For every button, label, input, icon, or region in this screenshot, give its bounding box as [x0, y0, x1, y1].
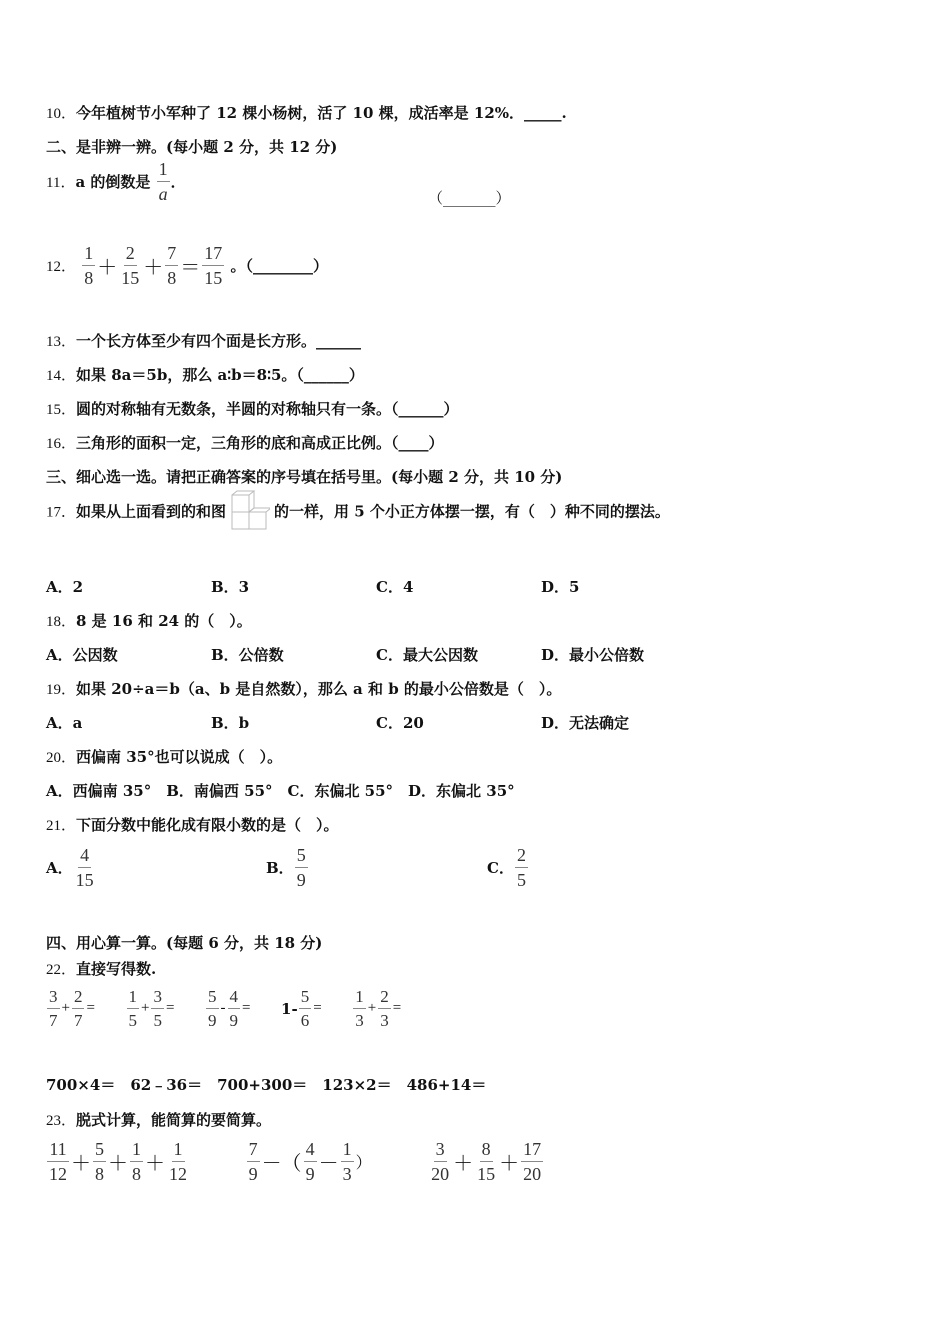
numerator: 1 [82, 244, 95, 266]
numerator: 3 [434, 1140, 447, 1162]
options-row[interactable]: A．西偏南 35° B．南偏西 55° C．东偏北 55° D．东偏北 35° [46, 782, 515, 800]
denominator: 7 [73, 1011, 83, 1030]
equals-sign: = [242, 1000, 251, 1016]
plus-sign: ＋ [108, 1153, 128, 1175]
question-number: 22． [46, 962, 77, 978]
fraction [151, 988, 164, 1029]
fraction [341, 1140, 354, 1183]
option-label: C． [487, 859, 514, 877]
option-b[interactable]: B．公倍数 [211, 646, 284, 664]
numerator: 7 [247, 1140, 260, 1162]
question-text: 脱式计算，能简算的要简算。 [76, 1111, 272, 1129]
question-19 [46, 678, 561, 699]
numerator: 1 [353, 988, 366, 1009]
fraction [47, 988, 60, 1029]
operator: －（ [261, 1153, 302, 1175]
fraction [228, 988, 241, 1029]
option-a[interactable]: A．a [46, 714, 83, 732]
numerator: 4 [304, 1140, 317, 1162]
question-text: 西偏南 35°也可以说成（ ）。 [76, 748, 283, 766]
question-number: 23． [46, 1113, 77, 1129]
equals-sign: = [313, 1000, 322, 1016]
numerator: 3 [151, 988, 164, 1009]
operand: 1- [281, 999, 298, 1018]
denominator: 15 [75, 870, 94, 890]
denominator: 3 [355, 1011, 364, 1030]
question-number: 11． [46, 175, 76, 191]
question-text: 下面分数中能化成有限小数的是（ ）。 [76, 816, 339, 834]
oral-calculation-row-2: 700×4＝ 62﹣36＝ 700+300＝ 123×2＝ 486+14＝ [46, 1076, 487, 1094]
question-number: 20． [46, 750, 77, 766]
question-number: 10． [46, 106, 77, 122]
question-number: 21． [46, 818, 77, 834]
denominator: 9 [208, 1011, 217, 1030]
option-b[interactable]: B．3 [211, 578, 250, 596]
question-number: 16． [46, 436, 77, 452]
expression [205, 987, 251, 1030]
numerator: 4 [228, 988, 241, 1009]
option-label: B． [266, 859, 294, 877]
cube-arrangement-figure [230, 490, 270, 532]
question-17 [46, 490, 670, 532]
numerator: 2 [72, 988, 85, 1009]
option-c[interactable] [487, 846, 529, 889]
plus-sign: ＋ [143, 257, 164, 279]
fraction [206, 988, 219, 1029]
equals-sign: = [86, 1000, 95, 1016]
numerator: 5 [206, 988, 219, 1009]
question-18 [46, 610, 252, 631]
answer-blank[interactable]: （_______） [428, 189, 511, 207]
numerator: 2 [515, 846, 528, 868]
numerator: 1 [130, 1140, 143, 1162]
denominator: a [158, 184, 168, 204]
numerator: 17 [202, 244, 224, 266]
option-label: A． [46, 859, 73, 877]
question-14 [46, 364, 364, 385]
answer-blank[interactable]: _____ [524, 104, 562, 122]
question-text: 8 是 16 和 24 的（ ）。 [76, 612, 252, 630]
question-15 [46, 398, 459, 419]
plus-sign: ＋ [453, 1153, 474, 1175]
option-c[interactable]: C．最大公因数 [376, 646, 478, 664]
question-number: 14． [46, 368, 77, 384]
calculation-row [46, 1140, 544, 1183]
option-c[interactable]: C．20 [376, 714, 424, 732]
denominator: 5 [128, 1011, 137, 1030]
expression-2 [246, 1139, 373, 1184]
denominator: 12 [169, 1164, 187, 1184]
question-number: 15． [46, 402, 77, 418]
numerator: 3 [47, 988, 60, 1009]
fraction [130, 1140, 143, 1183]
denominator: 6 [300, 1011, 310, 1030]
equals-sign: ＝ [180, 257, 201, 279]
denominator: 15 [121, 268, 140, 288]
numerator: 5 [299, 988, 312, 1009]
fraction [119, 244, 141, 287]
question-16 [46, 432, 444, 453]
numerator: 5 [93, 1140, 106, 1162]
question-22 [46, 958, 156, 979]
fraction [157, 160, 170, 203]
fraction [167, 1140, 189, 1183]
numerator: 1 [341, 1140, 354, 1162]
question-text: 如果从上面看到的和图 [76, 502, 227, 521]
option-a[interactable]: A．2 [46, 578, 84, 596]
numerator: 1 [127, 988, 140, 1009]
question-number: 12． [46, 259, 77, 275]
denominator: 15 [204, 268, 223, 288]
question-text: 三角形的面积一定，三角形的底和高成正比例。（____） [76, 434, 444, 452]
question-number: 17． [46, 504, 77, 521]
question-21 [46, 814, 339, 835]
question-10 [46, 102, 567, 123]
option-b[interactable] [266, 846, 309, 889]
denominator: 20 [523, 1164, 542, 1184]
denominator: 7 [49, 1011, 58, 1030]
denominator: 8 [84, 268, 94, 288]
numerator: 2 [124, 244, 137, 266]
fraction [475, 1140, 497, 1183]
denominator: 8 [167, 268, 177, 288]
question-text: 如果 8a＝5b，那么 a∶b＝8∶5。（______） [76, 366, 364, 384]
fraction [47, 1140, 69, 1183]
denominator: 3 [380, 1011, 389, 1030]
fraction [93, 1140, 106, 1183]
equals-sign: = [165, 1000, 175, 1016]
question-number: 19． [46, 682, 77, 698]
option-d[interactable]: D．5 [541, 578, 580, 596]
fraction [515, 846, 528, 889]
question-number: 18． [46, 614, 77, 630]
expression-1 [46, 1139, 190, 1184]
plus-sign: ＋ [145, 1153, 165, 1175]
question-20 [46, 746, 282, 767]
denominator: 9 [296, 870, 306, 890]
section-4-heading: 四、用心算一算。(每题 6 分，共 18 分) [46, 934, 323, 952]
oral-calculation-row [46, 988, 402, 1029]
question-text: 如果 20÷a＝b（a、b 是自然数），那么 a 和 b 的最小公倍数是（ ）。 [76, 680, 562, 698]
option-b[interactable]: B．b [211, 714, 250, 732]
expression [46, 987, 96, 1030]
numerator: 1 [172, 1140, 185, 1162]
operator: + [141, 1000, 150, 1016]
punctuation: ． [170, 173, 186, 191]
fraction [72, 988, 85, 1029]
close-paren: ） [355, 1155, 372, 1172]
section-2-heading: 二、是非辨一辨。(每小题 2 分，共 12 分) [46, 138, 338, 156]
question-11 [46, 159, 511, 207]
answer-blank[interactable]: 。（________） [230, 257, 328, 275]
fraction [429, 1140, 451, 1183]
fraction [295, 846, 308, 889]
expression [126, 987, 176, 1030]
denominator: 9 [248, 1164, 258, 1184]
minus-sign: － [318, 1153, 339, 1175]
denominator: 20 [431, 1164, 450, 1184]
operator: + [61, 1000, 70, 1016]
plus-sign: ＋ [499, 1153, 520, 1175]
denominator: 5 [153, 1011, 162, 1030]
fraction [165, 244, 178, 287]
numerator: 5 [295, 846, 308, 868]
fraction [202, 244, 224, 287]
numerator: 4 [78, 846, 91, 868]
question-text: 的一样，用 5 个小正方体摆一摆，有（ ）种不同的摆法。 [274, 502, 670, 521]
fraction [353, 988, 366, 1029]
denominator: 9 [305, 1164, 315, 1184]
denominator: 3 [342, 1164, 352, 1184]
question-text: 一个长方体至少有四个面是长方形。______ [76, 332, 362, 350]
numerator: 11 [47, 1140, 68, 1162]
fraction [82, 244, 95, 287]
fraction [247, 1140, 260, 1183]
numerator: 17 [521, 1140, 543, 1162]
option-d[interactable]: D．最小公倍数 [541, 646, 645, 664]
numerator: 7 [165, 244, 178, 266]
option-a[interactable] [46, 846, 97, 889]
fraction [127, 988, 140, 1029]
question-23 [46, 1109, 271, 1130]
numerator: 1 [157, 160, 170, 182]
expression-3 [428, 1139, 544, 1184]
punctuation: . [561, 104, 567, 122]
question-text: 直接写得数. [76, 960, 157, 978]
denominator: 9 [229, 1011, 238, 1030]
question-13 [46, 330, 361, 351]
denominator: 15 [477, 1164, 496, 1184]
question-12 [46, 244, 328, 287]
expression [352, 987, 402, 1030]
fraction [378, 988, 391, 1029]
numerator: 2 [378, 988, 391, 1009]
question-text: 圆的对称轴有无数条，半圆的对称轴只有一条。（______） [76, 400, 459, 418]
expression [281, 987, 323, 1030]
numerator: 8 [480, 1140, 493, 1162]
operator: + [367, 1000, 377, 1016]
question-text: a 的倒数是 [75, 173, 151, 191]
fraction [521, 1140, 543, 1183]
denominator: 5 [516, 870, 526, 890]
fraction [304, 1140, 317, 1183]
question-text: 今年植树节小军种了 12 棵小杨树，活了 10 棵，成活率是 12%． [76, 104, 525, 122]
denominator: 12 [49, 1164, 67, 1184]
option-d[interactable]: D．无法确定 [541, 714, 630, 732]
denominator: 8 [95, 1164, 104, 1184]
plus-sign: ＋ [71, 1153, 91, 1175]
denominator: 8 [132, 1164, 141, 1184]
option-c[interactable]: C．4 [376, 578, 414, 596]
question-number: 13． [46, 334, 77, 350]
fraction [299, 988, 312, 1029]
fraction [74, 846, 96, 889]
equals-sign: = [392, 1000, 402, 1016]
section-3-heading: 三、细心选一选。请把正确答案的序号填在括号里。(每小题 2 分，共 10 分) [46, 468, 563, 486]
option-a[interactable]: A．公因数 [46, 646, 118, 664]
operator: - [220, 1000, 226, 1016]
plus-sign: ＋ [97, 257, 118, 279]
